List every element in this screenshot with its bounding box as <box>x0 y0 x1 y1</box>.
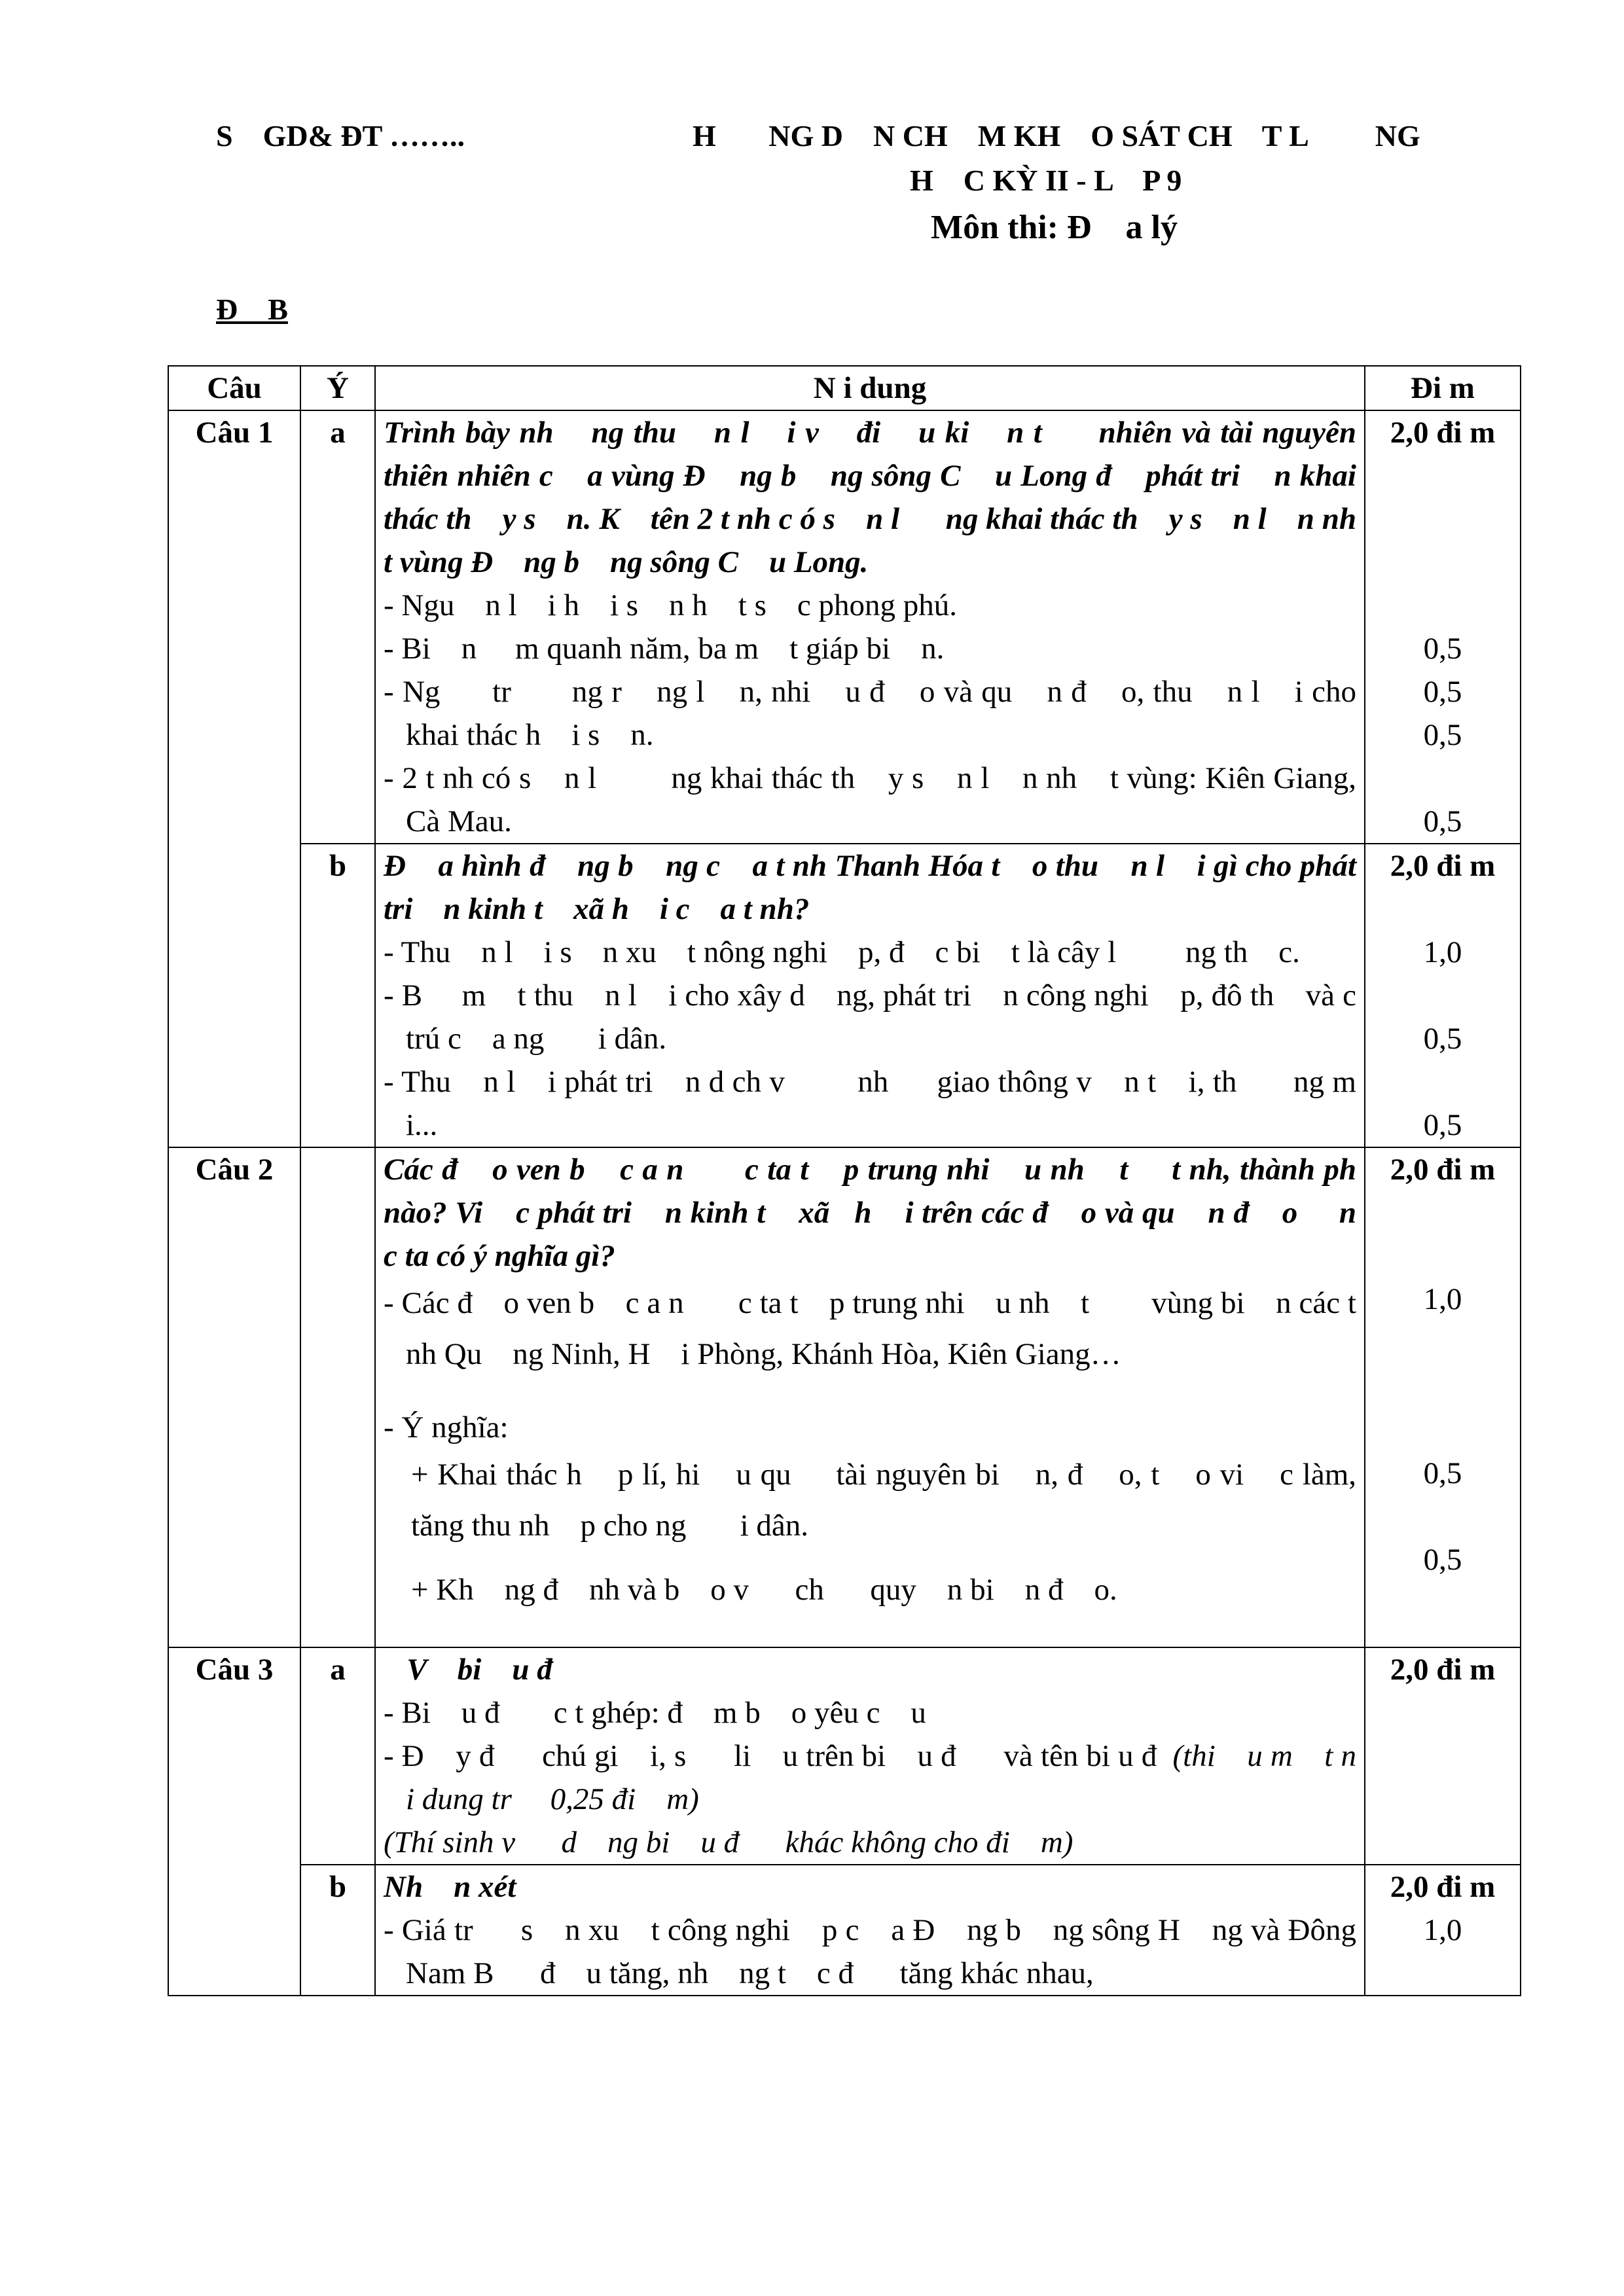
exam-code: Đ B <box>216 293 288 326</box>
answer-line-text: - Đ y đ chú gi i, s li u trên bi u đ và tên bi u đ <box>384 1739 1173 1773</box>
part-label: b <box>300 1865 375 1996</box>
department-name: S GD& ĐT …….. <box>216 119 465 152</box>
answer-line: - B m t thu n l i cho xây d ng, phát tri n công nghi p, đô th và c trú c a ng i dân. <box>384 978 1403 1056</box>
answer-line: - Bi u đ c t ghép: đ m b o yêu c u <box>384 1696 926 1730</box>
total-points: 2,0 đi m <box>1390 416 1496 450</box>
line-points: 0,5 <box>1423 675 1462 709</box>
doc-title-line2: H C KỲ II - L P 9 <box>910 164 1182 197</box>
question-text: Nh n xét <box>384 1870 516 1904</box>
total-points: 2,0 đi m <box>1390 849 1496 883</box>
line-points: 0,5 <box>1423 632 1462 666</box>
answer-line: - Thu n l i phát tri n d ch v nh giao thông v n t i, th ng m i... <box>384 1065 1387 1142</box>
header-noidung: N i dung <box>375 366 1365 410</box>
grading-table <box>168 365 1521 1996</box>
total-points: 2,0 đi m <box>1390 1153 1496 1187</box>
table-row <box>168 410 1521 844</box>
line-points: 0,5 <box>1423 718 1462 752</box>
content-cell <box>375 1147 1411 1647</box>
header-cau: Câu <box>168 366 300 410</box>
part-label: a <box>300 1647 375 1865</box>
answer-line: - Giá tr s n xu t công nghi p c a Đ ng b ng sông H ng và Đông Nam B đ u tăng, nh ng t c đ tăng khác nhau, <box>384 1913 1364 1990</box>
line-points: 0,5 <box>1423 804 1462 838</box>
line-points: 0,5 <box>1423 1456 1462 1490</box>
part-label-empty <box>300 1147 375 1647</box>
subject-title: Môn thi: Đ a lý <box>931 209 1178 246</box>
content-cell <box>375 844 1403 1147</box>
total-points: 2,0 đi m <box>1390 1653 1496 1687</box>
points-cell <box>1365 1865 1521 1996</box>
part-label: b <box>300 844 375 1147</box>
table-row <box>168 1147 1521 1647</box>
question-label: Câu 3 <box>168 1647 300 1996</box>
line-points: 0,5 <box>1423 1022 1462 1056</box>
line-points: 0,5 <box>1423 1108 1462 1142</box>
question-label: Câu 1 <box>168 410 300 1147</box>
content-cell <box>375 1647 1387 1865</box>
table-row <box>168 1647 1521 1865</box>
points-cell <box>1365 1647 1521 1865</box>
answer-line: - Bi n m quanh năm, ba m t giáp bi n. <box>384 632 945 666</box>
question-text: Đ a hình đ ng b ng c a t nh Thanh Hóa t o thu n l i gì cho phát tri n kinh t xã h i c a t nh? <box>384 849 1364 926</box>
answer-line: + Kh ng đ nh và b o v ch quy n bi n đ o. <box>411 1573 1117 1607</box>
total-points: 2,0 đi m <box>1390 1870 1496 1904</box>
line-points: 1,0 <box>1423 1913 1462 1947</box>
answer-line: - Thu n l i s n xu t nông nghi p, đ c bi t là cây l ng th c. <box>384 935 1300 969</box>
table-row <box>168 1865 1521 1996</box>
header-y: Ý <box>300 366 375 410</box>
answer-line: - Ý nghĩa: <box>384 1410 509 1444</box>
line-points: 0,5 <box>1423 1543 1462 1577</box>
table-header-row <box>168 366 1521 410</box>
header-diem: Đi m <box>1365 366 1521 410</box>
answer-line-note: (thi u m t n i dung tr 0,25 đi m) <box>406 1739 1387 1816</box>
question-text: V bi u đ <box>384 1653 552 1687</box>
question-label: Câu 2 <box>168 1147 300 1647</box>
answer-line: + Khai thác h p lí, hi u qu tài nguyên bi n, đ o, t o vi c làm, tăng thu nh p cho ng i dân. <box>411 1458 1364 1543</box>
answer-note: (Thí sinh v d ng bi u đ khác không cho đi m) <box>384 1825 1074 1859</box>
content-cell <box>375 410 1387 844</box>
answer-line: - 2 t nh có s n l ng khai thác th y s n l n nh t vùng: Kiên Giang, Cà Mau. <box>384 761 1364 838</box>
answer-line <box>384 1734 1387 1821</box>
part-label: a <box>300 410 375 844</box>
question-text: Trình bày nh ng thu n l i v đi u ki n t nhiên và tài nguyên thiên nhiên c a vùng Đ ng b ng sông C u Long đ phát tri n khai thác th y s n. K tên 2 t nh c ó s n l ng khai thác th y s n l n nh t vùng Đ ng b ng sông C u Long. <box>384 416 1387 579</box>
line-points: 1,0 <box>1423 1282 1462 1316</box>
doc-title-line1: H NG D N CH M KH O SÁT CH T L NG <box>693 119 1420 152</box>
table-row <box>168 844 1521 1147</box>
points-cell <box>1365 410 1521 844</box>
answer-line: - Ng tr ng r ng l n, nhi u đ o và qu n đ o, thu n l i cho khai thác h i s n. <box>384 675 1364 752</box>
answer-line: - Các đ o ven b c a n c ta t p trung nhi u nh t vùng bi n các t nh Qu ng Ninh, H i Phòng, Khánh Hòa, Kiên Giang… <box>384 1286 1364 1371</box>
answer-line: - Ngu n l i h i s n h t s c phong phú. <box>384 588 958 622</box>
question-text: Các đ o ven b c a n c ta t p trung nhi u nh t t nh, thành ph nào? Vi c phát tri n kinh t xã h i trên các đ o và qu n đ o n c ta có ý nghĩa gì? <box>384 1153 1411 1273</box>
line-points: 1,0 <box>1423 935 1462 969</box>
content-cell <box>375 1865 1365 1996</box>
